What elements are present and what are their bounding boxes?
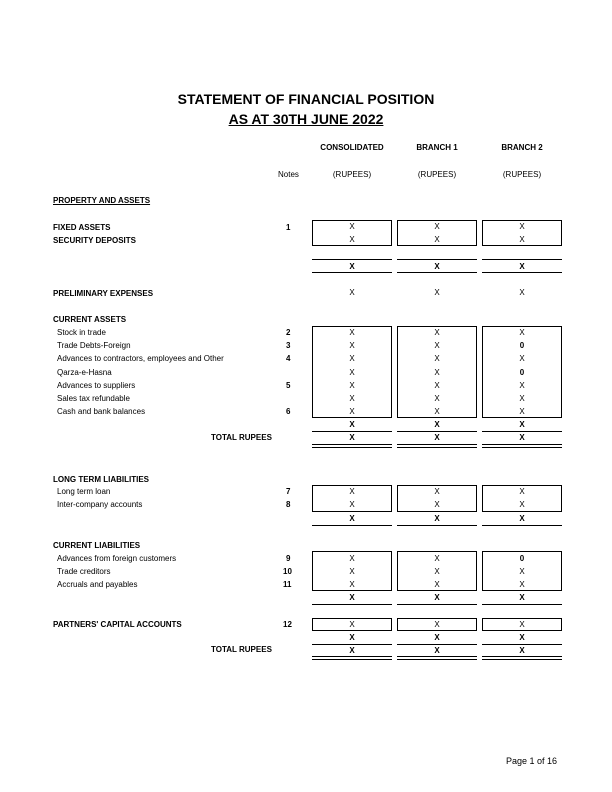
double-rule xyxy=(397,656,477,660)
row-note: 10 xyxy=(283,567,292,576)
row-label: PRELIMINARY EXPENSES xyxy=(53,289,154,298)
cell-value: X xyxy=(349,368,355,377)
total-value: X xyxy=(519,646,525,655)
cell-value: X xyxy=(349,222,355,231)
subtotal-value: X xyxy=(519,420,525,429)
subtotal-value: X xyxy=(434,514,440,523)
subtotal-value: X xyxy=(434,593,440,602)
cell-value: X xyxy=(434,235,440,244)
row-label: Advances from foreign customers xyxy=(57,554,177,563)
cell-value: X xyxy=(349,235,355,244)
row-note: 6 xyxy=(286,407,291,416)
cell-value: X xyxy=(349,487,355,496)
rule xyxy=(482,525,562,526)
cell-value: X xyxy=(349,354,355,363)
cell-value: X xyxy=(434,407,440,416)
cell-value: X xyxy=(519,222,525,231)
section-current-liabilities: CURRENT LIABILITIES xyxy=(53,541,141,550)
total-value: X xyxy=(349,433,355,442)
cell-value: X xyxy=(434,394,440,403)
rule xyxy=(312,259,392,260)
rule xyxy=(312,272,392,273)
section-long-term: LONG TERM LIABILITIES xyxy=(53,475,149,484)
col-header-branch2: BRANCH 2 xyxy=(501,143,543,152)
cell-value: X xyxy=(434,288,440,297)
cell-value: X xyxy=(349,394,355,403)
subtotal-value: X xyxy=(519,633,525,642)
cell-value: X xyxy=(349,580,355,589)
cell-value: X xyxy=(434,381,440,390)
cell-value: X xyxy=(349,407,355,416)
cell-value: X xyxy=(434,500,440,509)
row-label: Trade Debts-Foreign xyxy=(57,341,131,350)
cell-value: X xyxy=(519,381,525,390)
rule xyxy=(482,431,562,432)
rule xyxy=(397,259,477,260)
row-note: 9 xyxy=(286,554,291,563)
page-subtitle: AS AT 30TH JUNE 2022 xyxy=(228,111,384,127)
unit-consolidated: (RUPEES) xyxy=(332,170,372,179)
cell-value: X xyxy=(434,222,440,231)
total-value: X xyxy=(434,646,440,655)
rule xyxy=(397,272,477,273)
rule xyxy=(397,644,477,645)
col-header-consolidated: CONSOLIDATED xyxy=(320,143,384,152)
row-label: Cash and bank balances xyxy=(57,407,146,416)
unit-branch1: (RUPEES) xyxy=(417,170,457,179)
cell-value: X xyxy=(349,554,355,563)
cell-value: X xyxy=(519,235,525,244)
cell-value: X xyxy=(519,407,525,416)
cell-value: 0 xyxy=(519,341,525,350)
notes-header: Notes xyxy=(278,170,299,179)
row-label: Advances to contractors, employees and Other xyxy=(57,354,224,363)
section-partners: PARTNERS' CAPITAL ACCOUNTS xyxy=(53,620,182,629)
section-current-assets: CURRENT ASSETS xyxy=(53,315,127,324)
cell-value: X xyxy=(519,328,525,337)
cell-value: X xyxy=(434,341,440,350)
row-note: 4 xyxy=(286,354,291,363)
total-value: X xyxy=(349,646,355,655)
row-label: Accruals and payables xyxy=(57,580,138,589)
total-assets-label: TOTAL RUPEES xyxy=(211,433,272,442)
page-number: Page 1 of 16 xyxy=(506,756,558,766)
row-label: SECURITY DEPOSITS xyxy=(53,236,136,245)
cell-value: X xyxy=(519,567,525,576)
rule xyxy=(312,431,392,432)
subtotal-value: X xyxy=(519,514,525,523)
subtotal-value: X xyxy=(519,262,525,271)
row-label: Long term loan xyxy=(57,487,111,496)
subtotal-value: X xyxy=(434,633,440,642)
rule xyxy=(397,604,477,605)
row-note: 8 xyxy=(286,500,291,509)
cell-value: 0 xyxy=(519,368,525,377)
row-note: 1 xyxy=(286,223,291,232)
cell-value: X xyxy=(434,567,440,576)
rule xyxy=(312,525,392,526)
cell-value: 0 xyxy=(519,554,525,563)
row-label: Stock in trade xyxy=(57,328,106,337)
subtotal-value: X xyxy=(434,420,440,429)
row-label: FIXED ASSETS xyxy=(53,223,111,232)
cell-value: X xyxy=(519,354,525,363)
rule xyxy=(482,259,562,260)
cell-value: X xyxy=(519,288,525,297)
cell-value: X xyxy=(349,500,355,509)
cell-value: X xyxy=(349,620,355,629)
double-rule xyxy=(397,444,477,448)
rule xyxy=(397,525,477,526)
page-title: STATEMENT OF FINANCIAL POSITION xyxy=(177,91,435,107)
row-label: Trade creditors xyxy=(57,567,111,576)
subtotal-value: X xyxy=(434,262,440,271)
cell-value: X xyxy=(519,620,525,629)
double-rule xyxy=(482,444,562,448)
total-value: X xyxy=(434,433,440,442)
double-rule xyxy=(482,656,562,660)
subtotal-value: X xyxy=(349,593,355,602)
row-label: Inter-company accounts xyxy=(57,500,143,509)
rule xyxy=(482,604,562,605)
rule xyxy=(482,272,562,273)
cell-value: X xyxy=(434,580,440,589)
cell-value: X xyxy=(434,487,440,496)
cell-value: X xyxy=(519,500,525,509)
cell-value: X xyxy=(349,341,355,350)
row-note: 12 xyxy=(283,620,292,629)
total-value: X xyxy=(519,433,525,442)
row-note: 2 xyxy=(286,328,291,337)
col-header-branch1: BRANCH 1 xyxy=(416,143,458,152)
cell-value: X xyxy=(519,487,525,496)
section-property: PROPERTY AND ASSETS xyxy=(53,196,151,205)
total-liabilities-label: TOTAL RUPEES xyxy=(211,645,272,654)
double-rule xyxy=(312,444,392,448)
cell-value: X xyxy=(519,580,525,589)
subtotal-value: X xyxy=(349,420,355,429)
unit-branch2: (RUPEES) xyxy=(502,170,542,179)
row-label: Sales tax refundable xyxy=(57,394,130,403)
rule xyxy=(397,431,477,432)
row-note: 3 xyxy=(286,341,291,350)
cell-value: X xyxy=(434,328,440,337)
rule xyxy=(312,644,392,645)
cell-value: X xyxy=(519,394,525,403)
rule xyxy=(312,604,392,605)
cell-value: X xyxy=(349,567,355,576)
cell-value: X xyxy=(349,381,355,390)
subtotal-value: X xyxy=(519,593,525,602)
rule xyxy=(482,644,562,645)
cell-value: X xyxy=(434,554,440,563)
row-note: 5 xyxy=(286,381,291,390)
cell-value: X xyxy=(349,288,355,297)
double-rule xyxy=(312,656,392,660)
row-note: 7 xyxy=(286,487,291,496)
cell-value: X xyxy=(434,354,440,363)
cell-value: X xyxy=(434,368,440,377)
subtotal-value: X xyxy=(349,262,355,271)
row-label: Qarza-e-Hasna xyxy=(57,368,112,377)
subtotal-value: X xyxy=(349,514,355,523)
cell-value: X xyxy=(434,620,440,629)
row-label: Advances to suppliers xyxy=(57,381,136,390)
subtotal-value: X xyxy=(349,633,355,642)
row-note: 11 xyxy=(283,580,292,589)
cell-value: X xyxy=(349,328,355,337)
